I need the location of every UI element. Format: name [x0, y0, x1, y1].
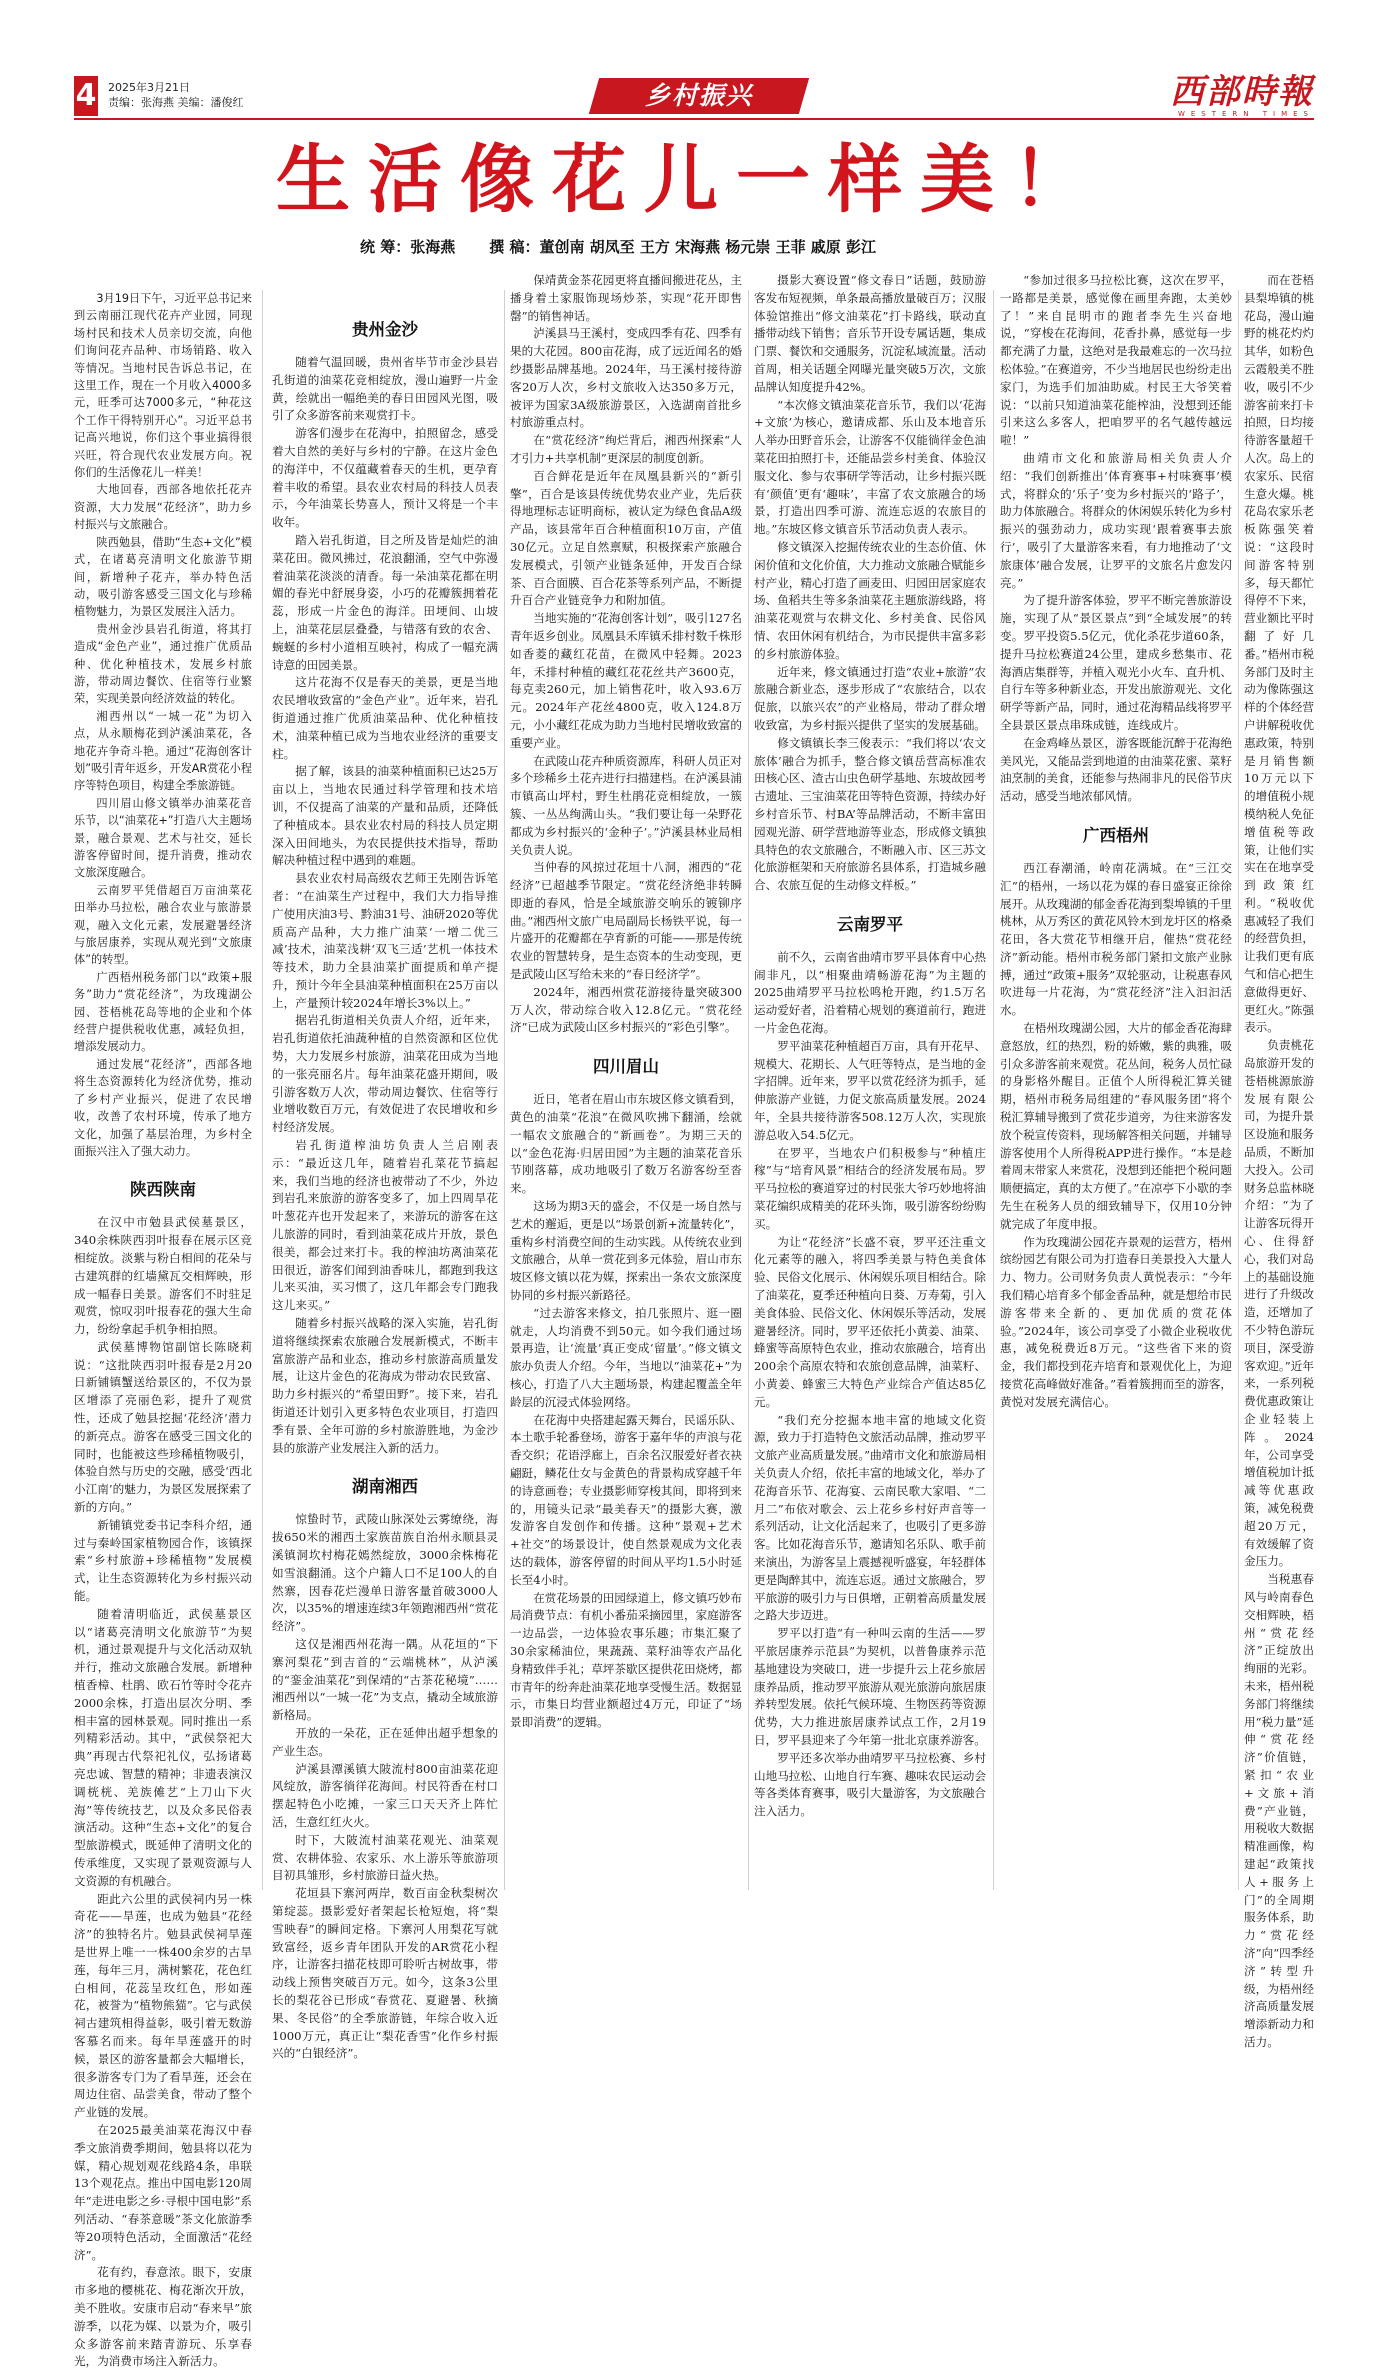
column-divider	[262, 290, 263, 1890]
article-paragraph: 游客们漫步在花海中，拍照留念，感受着大自然的美好与乡村的宁静。在这片金色的海洋中，不仅蕴藏着春天的生机，更孕育着丰收的希望。县农业农村局的科技人员表示，今年油菜长势喜人，预计又将是一个丰收年。	[272, 426, 498, 530]
byline	[360, 236, 1260, 258]
article-paragraph: “本次修文镇油菜花音乐节，我们以‘花海+文旅’为核心，邀请成都、乐山及本地音乐人举办田野音乐会，让游客不仅能徜徉金色油菜花田拍照打卡，还能品尝乡村美食、体验汉服文化、参与农事研学等活动，让乡村振兴既有‘颜值’更有‘趣味’，丰富了农文旅融合的场景，打造出四季可游、流连忘返的农旅目的地。”东坡区修文镇音乐节活动负责人表示。	[754, 397, 986, 537]
column-6	[1244, 272, 1314, 2049]
article-paragraph: 在赏花场景的田园绿道上，修文镇巧妙布局消费节点：有机小番茄采摘园里，家庭游客一边品尝，一边体验农事乐趣；市集汇聚了30余家稀油位，果蔬蔬、菜籽油等农产品化身精致伴手礼；草坪茶歇区提供花田烧烤，都市青年的纷奔赴油菜花地享受慢生活。数据显示，市集日均营业额超过4万元，印证了“场景即消费”的逻辑。	[510, 1590, 742, 1730]
article-paragraph: 泸溪县马王溪村，变成四季有花、四季有果的大花园。800亩花海，成了远近闻名的婚纱摄影品牌基地。2024年，马王溪村接待游客20万人次，乡村文旅收入达350多万元，被评为国家3A级旅游景区，入选湖南首批乡村旅游重点村。	[510, 326, 742, 430]
section-heading-guangxi: 广西梧州	[1083, 825, 1149, 845]
article-paragraph: 这片花海不仅是春天的美景，更是当地农民增收致富的“金色产业”。近年来，岩孔街道通过推广优质油菜品种、优化种植技术，油菜种植已成为当地农业经济的重要支柱。	[272, 675, 498, 761]
article-paragraph: 为让“花经济”长盛不衰，罗平还注重文化元素等的融入，将四季美景与特色美食体验、民俗文化展示、休闲娱乐项目相结合。除了油菜花，夏季还种植向日葵、万寿菊，引入美食体验、民俗文化、休闲娱乐等活动，发展避暑经济。同时，罗平还依托小黄姜、油菜、蜂蜜等高原特色农业，推动农旅融合，培育出200余个高原农特和农旅创意品牌，油菜籽、小黄姜、蜂蜜三大特色产业综合产值达85亿元。	[754, 1234, 986, 1409]
issue-meta	[108, 80, 244, 110]
article-paragraph: 当地实施的“花海创客计划”，吸引127名青年返乡创业。凤凰县禾库镇禾排村数千株形如香菱的藏红花苗，在微风中轻舞。2023年，禾排村种植的藏红花花丝共产3600克，每克卖260元，加上销售花叶，收入93.6万元。2024年产花丝4800克，收入124.8万元，小小藏红花成为助力当地村民增收致富的重要产业。	[510, 611, 742, 750]
article-paragraph: 罗平还多次举办曲靖罗平马拉松赛、乡村山地马拉松、山地自行车赛、趣味农民运动会等各类体育赛事，吸引大量游客，为文旅融合注入活力。	[754, 1750, 986, 1819]
column-2	[272, 300, 498, 2061]
article-paragraph: 在“赏花经济”绚烂背后，湘西州探索“人才引力+共享机制”更深层的制度创新。	[510, 433, 742, 465]
lead-summary	[74, 290, 252, 1160]
article-paragraph: 保靖黄金茶花园更将直播间搬进花丛，主播身着土家服饰现场炒茶，实现“花开即售罄”的销售神话。	[510, 273, 742, 323]
article-paragraph: 在武陵山花卉种质资源库，科研人员正对多个珍稀乡土花卉进行扫描建档。在泸溪县浦市镇高山坪村，野生杜鹃花竞相绽放，一簇簇、一丛丛绚满山头。“我们要让每一朵野花都成为乡村振兴的‘金种子’。”泸溪县林业局相关负责人说。	[510, 753, 742, 857]
column-divider	[504, 290, 505, 1890]
editor-credits: 责编：张海燕 美编：潘俊红	[108, 96, 244, 109]
article-paragraph: 近日，笔者在眉山市东坡区修文镇看到，黄色的油菜“花浪”在微风吹拂下翻涌，绘就一幅农文旅融合的“新画卷”。为期三天的以“金色花海·归居田园”为主题的油菜花音乐节刚落幕，成功地吸引了数万名游客纷至沓来。	[510, 1092, 742, 1196]
section-heading-shaanxi: 陕西陕南	[130, 1180, 196, 1200]
article-paragraph: 武侯墓博物馆副馆长陈晓莉说：“这批陕西羽叶报春是2月20日新铺镇蟹送给景区的，不仅为景区增添了亮丽色彩，提升了观赏性，还成了勉县挖掘‘花经济’潜力的新亮点。游客在感受三国文化的同时，也能被这些珍稀植物吸引，体验自然与历史的交融，感受‘西北小江南’的魅力，为景区发展探索了新的方向。”	[74, 1339, 252, 1515]
lead-paragraph: 四川眉山修文镇举办油菜花音乐节，以“油菜花+”打造八大主题场景，融合景观、艺术与社交，延长游客停留时间，提升消费，推动农文旅深度融合。	[74, 796, 252, 880]
article-paragraph: 县农业农村局高级农艺师王先刚告诉笔者：“在油菜生产过程中，我们大力指导推广使用庆油3号、黔油31号、油研2020等优质高产品种，大力推广油菜‘一增二优三减’技术，油菜浅耕‘双飞三适’艺机一体技术等技术，助力全县油菜扩面提质和单产提升，预计今年全县油菜种植面积在25万亩以上，产量预计较2024年增长3%以上。”	[272, 871, 498, 1010]
lead-paragraph: 云南罗平凭借超百万亩油菜花田举办马拉松，融合农业与旅游景观，融入文化元素，发展避暑经济与旅居康养，实现从观光到“文旅康体”的转型。	[74, 883, 252, 967]
column-4	[754, 272, 986, 1892]
column-divider	[993, 290, 994, 1890]
article-paragraph: 踏入岩孔街道，目之所及皆是灿烂的油菜花田。微风拂过，花浪翻涌，空气中弥漫着油菜花淡淡的清香。每一朵油菜花都在明媚的春光中舒展身姿，小巧的花瓣簇拥着花蕊，形成一片金色的海洋。田埂间、山坡上，油菜花层层叠叠，与错落有致的农舍、蜿蜒的乡村小道相互映衬，构成了一幅充满诗意的田园美景。	[272, 532, 498, 672]
article-paragraph: 而在苍梧县梨埠镇的桃花岛，漫山遍野的桃花灼灼其华，如粉色云霞般美不胜收，吸引不少游客前来打卡拍照，日均接待游客量超千人次。岛上的农家乐、民宿生意火爆。桃花岛农家乐老板陈强笑着说：“这段时间游客特别多，每天都忙得停不下来，营业额比平时翻了好几番。”梧州市税务部门及时主动为像陈强这样的个体经营户讲解税收优惠政策，特别是月销售额10万元以下的增值税小规模纳税人免征增值税等政策，让他们实实在在地享受到政策红利。“税收优惠减轻了我们的经营负担，让我们更有底气和信心把生意做得更好、更红火。”陈强表示。	[1244, 273, 1314, 1035]
article-paragraph: 作为玫瑰湖公园花卉景观的运营方，梧州缤纷园艺有限公司为打造春日美景投入大量人力、物力。公司财务负责人黄悦表示：“今年我们精心培育多个郁金香品种，就是想给市民游客带来全新的、更加优质的赏花体验。”2024年，该公司享受了小微企业税收优惠，减免税费近8万元。“这些省下来的资金，我们都投到花卉培育和景观优化上，为迎接赏花高峰做好准备。”看着簇拥而至的游客，黄悦对发展充满信心。	[1000, 1234, 1233, 1409]
brand-name: 西部時報	[1170, 72, 1314, 112]
lead-paragraph: 湘西州以“一城一花”为切入点，从永顺梅花到泸溪油菜花，各地花卉争奇斗艳。通过“花海创客计划”吸引青年返乡，开发AR赏花小程序等特色项目，构建全季旅游链。	[74, 709, 252, 793]
article-paragraph: 当税惠春风与岭南春色交相辉映，梧州“赏花经济”正绽放出绚丽的光彩。未来，梧州税务部门将继续用“税力量”延伸“赏花经济”价值链，紧扣“农业+文旅+消费”产业链，用税收大数据精准画像，构建起“政策找人+服务上门”的全周期服务体系，助力“赏花经济”向“四季经济”转型升级，为梧州经济高质量发展增添新动力和活力。	[1244, 1572, 1314, 2049]
article-paragraph: 在花海中央搭建起露天舞台，民谣乐队、本土歌手轮番登场，游客于嘉年华的声浪与花香交织；花语浮廊上，百余名汉服爱好者衣袂翩跹，鳞花仕女与金黄色的背景构成穿越千年的诗意画卷；专业摄影师穿梭其间，即将到来的，用镜头记录“最美春天”的摄影大赛，激发游客自发创作和传播。这种“景观+艺术+社交”的场景设计，使自然景观成为文化表达的载体，游客停留的时间从平均1.5小时延长至4小时。	[510, 1412, 742, 1587]
article-paragraph: 为了提升游客体验，罗平不断完善旅游设施，实现了从“景区景点”到“全域发展”的转变。罗平投资5.5亿元，优化杀花步道60条，提升马拉松赛道24公里，建成乡愁集市、花海酒店集群等，并植入观光小火车、直升机、自行车等多种新业态，开发出旅游观光、文化研学等新产品，同时，通过花海精品线将罗平全县景区景点串珠成链，连线成片。	[1000, 593, 1232, 732]
article-paragraph: 据了解，该县的油菜种植面积已达25万亩以上，当地农民通过科学管理和技术培训，不仅提高了油菜的产量和品质，还降低了种植成本。县农业农村局的科技人员定期深入田间地头，为农民提供技术指导，帮助解决种植过程中遇到的难题。	[272, 764, 498, 868]
page-header	[74, 72, 1314, 118]
column-3	[510, 272, 742, 1892]
article-paragraph: 花有约，春意浓。眼下，安康市多地的樱桃花、梅花渐次开放，美不胜收。安康市启动“春来早”旅游季，以花为媒、以景为介，吸引众多游客前来踏青游玩、乐享春光，为消费市场注入新活力。	[74, 2265, 252, 2369]
article-paragraph: 罗平以打造“有一种叫云南的生活——罗平旅居康养示范县”为契机，以普鲁康养示范基地建设为突破口，进一步提升云上花乡旅居康养品质，推动罗平旅游从观光旅游向旅居康养转型发展。依托气候环境、生物医药等资源优势，大力推进旅居康养试点工作，2月19日，罗平县迎来了今年第一批北京康养游客。	[754, 1626, 986, 1747]
article-paragraph: 时下，大陂流村油菜花观光、油菜观赏、农耕体验、农家乐、水上游乐等旅游项目初具雏形，乡村旅游日益火热。	[272, 1832, 498, 1883]
article-paragraph: 在梧州玫瑰湖公园，大片的郁金香花海肆意怒放，红的热烈，粉的娇嫩，紫的典雅，吸引众多游客前来观赏。花丛间，税务人员忙碌的身影格外醒目。正值个人所得税汇算关键期，梧州市税务局组建的“春风服务团”将个税汇算辅导搬到了赏花步道旁，为往来游客发放个税宣传资料，现场解答相关问题，并辅导游客使用个人所得税APP进行操作。“本是趁着周末带家人来赏花，没想到还能把个税问题顺便搞定，真的太方便了。”在凉亭下小歇的李先生在税务人员的细致辅导下，仅用10分钟就完成了年度申报。	[1000, 1021, 1233, 1231]
article-paragraph: “参加过很多马拉松比赛，这次在罗平，一路都是美景，感觉像在画里奔跑，太美妙了！”来自昆明市的跑者李先生兴奋地说，“穿梭在花海间，花香扑鼻，感觉每一步都充满了力量，这绝对是我最难忘的一次马拉松体验。”在赛道旁，不少当地居民也纷纷走出家门，为选手们加油助威。村民王大爷笑着说：“以前只知道油菜花能榨油，没想到还能引来这么多客人，把咱罗平的名气越传越远啦！”	[1000, 273, 1233, 448]
lead-paragraph: 贵州金沙县岩孔街道，将其打造成“金色产业”，通过推广优质品种、优化种植技术，发展乡村旅游，带动周边餐饮、住宿等行业繁荣，实现美景向经济效益的转化。	[74, 622, 252, 706]
article-paragraph: 在汉中市勉县武侯墓景区，340余株陕西羽叶报春在展示区竞相绽放。淡紫与粉白相间的花朵与古建筑群的红墙黛瓦交相辉映，形成一幅春日美景。游客们不时驻足观赏，惊叹羽叶报春花的强大生命力，纷纷拿起手机争相拍照。	[74, 1215, 252, 1337]
article-paragraph: 在2025最美油菜花海汉中春季文旅消费季期间，勉县将以花为媒，精心规划观花线路4条，串联13个观花点。推出中国电影120周年“走进电影之乡·寻根中国电影”系列活动、“春茶意暖”茶文化旅游季等20项特色活动，全面激活“花经济”。	[74, 2122, 252, 2262]
article-paragraph: 在金鸡峰丛景区，游客既能沉醉于花海绝美风光，又能品尝到地道的由油菜花蜜、菜籽油烹制的美食，还能参与热闹非凡的民俗节庆活动，感受当地浓郁风情。	[1000, 735, 1232, 804]
planner-credit: 统 筹：张海燕	[360, 238, 456, 256]
article-paragraph: 百合鲜花是近年在凤凰县新兴的“新引擎”，百合是该县传统优势农业产业，先后获得地理标志证明商标，被认定为绿色食品A级产品，该县常年百合种植面积10万亩，产值30亿元。立足自然禀赋，积极探索产旅融合发展模式，引领产业链条延伸，开发百合绿茶、百合面膜、百合花茶等系列产品，不断提升百合产业链竞争力和附加值。	[510, 468, 742, 608]
article-paragraph: 摄影大赛设置“修文春日”话题，鼓励游客发布短视频，单条最高播放量破百万；汉服体验馆推出“修文油菜花”打卡路线，联动直播带动线下销售；音乐节开设专属话题，集成门票、餐饮和交通服务，沉淀私域流量。活动首周，相关话题全网曝光量突破5万次，文旅品牌认知度提升42%。	[754, 273, 986, 394]
lead-paragraph: 通过发展“花经济”，西部各地将生态资源转化为经济优势，推动了乡村产业振兴，促进了农民增收，改善了农村环境，传承了地方文化，加强了基层治理，为乡村全面振兴注入了强大动力。	[74, 1057, 252, 1158]
article-paragraph: 前不久，云南省曲靖市罗平县体育中心热闹非凡，以“相聚曲靖畅游花海”为主题的2025曲靖罗平马拉松鸣枪开跑，约1.5万名运动爱好者，沿着精心规划的赛道前行，跑进一片金色花海。	[754, 949, 986, 1036]
article-paragraph: 据岩孔街道相关负责人介绍，近年来，岩孔街道依托油蔬种植的自然资源和区位优势，大力发展乡村旅游，油菜花田成为当地的一张亮丽名片。每年油菜花盛开期间，吸引游客数万人次，带动周边餐饮、住宿等行业增收数百万元，有效促进了农民增收和乡村经济发展。	[272, 1013, 498, 1135]
article-paragraph: 近年来，修文镇通过打造“农业+旅游”农旅融合新业态，逐步形成了“农旅结合，以农促旅，以旅兴农”的产业格局，带动了群众增收致富，为乡村振兴提供了坚实的发展基础。	[754, 664, 986, 732]
article-paragraph: 这场为期3天的盛会，不仅是一场自然与艺术的邂逅，更是以“场景创新+流量转化”，重构乡村消费空间的生动实践。从传统农业到文旅融合，从单一赏花到多元体验，眉山市东坡区修文镇以花为媒，探索出一条农文旅深度协同的乡村振兴新路径。	[510, 1199, 742, 1303]
page-number: 4	[74, 76, 98, 116]
article-paragraph: 这仅是湘西州花海一隅。从花垣的“下寨河梨花”到吉首的“云端桃林”，从泸溪的“銮金油菜花”到保靖的“古茶花秘境”……湘西州以“一城一花”为支点，撬动全域旅游新格局。	[272, 1636, 498, 1723]
article-paragraph: 罗平油菜花种植超百万亩，具有开花早、规模大、花期长、人气旺等特点，是当地的金字招牌。近年来，罗平以赏花经济为抓手，延伸旅游产业链，力促文旅高质量发展。2024年，全县共接待游客508.12万人次，实现旅游总收入54.5亿元。	[754, 1038, 986, 1142]
issue-date: 2025年3月21日	[108, 81, 190, 94]
article-paragraph: 西江春潮涌，岭南花满城。在“三江交汇”的梧州，一场以花为媒的春日盛宴正徐徐展开。从玫瑰湖的郁金香花海到梨埠镇的千里桃林，从万秀区的黄花风铃木到龙圩区的格桑花田，各大赏花节相继开启，催热“赏花经济”新动能。梧州市税务部门紧扣文旅产业脉搏，通过“政策+服务”双轮驱动，让税惠春风吹进每一片花海，为“赏花经济”注入汩汩活水。	[1000, 860, 1232, 1018]
section-heading-sichuan: 四川眉山	[593, 1057, 659, 1077]
section-label: 乡村振兴	[644, 81, 753, 110]
lead-paragraph: 3月19日下午，习近平总书记来到云南丽江现代花卉产业园，同现场村民和技术人员亲切交流，向他们询问花卉品种、市场销路、收入等情况。当地村民告诉总书记，在这里工作，現在一个月收入4000多元，旺季可达7000多元，“种花这个工作干得特别开心”。习近平总书记高兴地说，你们这个事业搞得很兴旺，符合现代农业发展方向。祝你们的生活像花儿一样美！	[74, 292, 252, 480]
article-paragraph: 随着气温回暖，贵州省毕节市金沙县岩孔街道的油菜花竞相绽放，漫山遍野一片金黄，绘就出一幅绝美的春日田园风光图，吸引了众多游客前来观赏打卡。	[272, 355, 498, 423]
lead-paragraph: 广西梧州税务部门以“政策+服务”助力“赏花经济”，为玫瑰湖公园、苍梧桃花岛等地的企业和个体经营户提供税收优惠，减轻负担，增添发展动力。	[74, 970, 252, 1054]
writer-credit: 撰 稿：董创南 胡凤至 王方 宋海燕 杨元崇 王菲 戚原 彭江	[489, 238, 877, 256]
article-paragraph: 花垣县下寨河两岸，数百亩金秋梨树次第绽蕊。摄影爱好者架起长枪短炮，将“梨雪映春”的瞬间定格。下寨河人用梨花写就致富经，返乡青年团队开发的AR赏花小程序，让游客扫描花枝即可聆听古树故事，带动线上预售突破百万元。如今，这条3公里长的梨花谷已形成“春赏花、夏避暑、秋摘果、冬民俗”的全季旅游链，年综合收入近1000万元，真正让“梨花香雪”化作乡村振兴的“白银经济”。	[272, 1886, 498, 2061]
article-paragraph: “过去游客来修文，拍几张照片、逛一圈就走，人均消费不到50元。如今我们通过场景再造，让‘流量’真正变成‘留量’。”修文镇文旅办负责人介绍。今年，当地以“油菜花+”为核心，打造了八大主题场景，构建起覆盖全年龄层的沉浸式体验网络。	[510, 1305, 742, 1409]
lead-paragraph: 大地回春，西部各地依托花卉资源，大力发展“花经济”，助力乡村振兴与文旅融合。	[74, 483, 252, 532]
article-paragraph: 岩孔街道榨油坊负责人兰启刚表示：“最近这几年，随着岩孔菜花节搞起来，我们当地的经济也被带动了不少，外边到岩孔来旅游的游客变多了，加上四周旱花叶葱花卉也开发起来了，来游玩的游客在这儿旅游的同时，看到油菜花成片开放，景色很美，都会过来打卡。我的榨油坊离油菜花田很近，游客们闻到油香味儿，都跑到我这儿来买油，买习惯了，这几年都会专门跑我这儿来买。”	[272, 1138, 498, 1313]
article-paragraph: 随着清明临近，武侯墓景区以“诸葛亮清明文化旅游节”为契机，通过景观提升与文化活动双轨并行，推动文旅融合发展。新增种植香樟、杜鹃、欧石竹等时令花卉2000余株，打造出层次分明、季相丰富的园林景观。同时推出一系列精彩活动。其中，“武侯祭祀大典”再现古代祭祀礼仪，弘扬诸葛亮忠诚、智慧的精神；非遗表演汉调桄桄、羌族傩艺“上刀山下火海”等传统技艺，以及众多民俗表演活动。这种“生态+文化”的复合型旅游模式，既延伸了清明文化的传承维度，又实现了景观资源与人文资源的有机融合。	[74, 1606, 252, 1888]
column-divider	[1238, 290, 1239, 1890]
article-paragraph: 当仲春的风掠过花垣十八洞，湘西的“花经济”已超越季节限定。“赏花经济绝非转瞬即逝的春风，恰是全域旅游交响乐的镀铆序曲。”湘西州文旅广电局副局长杨铁平说，每一片盛开的花瓣都在孕育新的可能——那是传统农业的智慧转身，是生态资本的生动变现，更是武陵山区写给未来的“春日经济学”。	[510, 860, 743, 982]
section-heading-guizhou: 贵州金沙	[352, 320, 418, 339]
article-paragraph: 2024年，湘西州赏花游接待量突破300万人次，带动综合收入12.8亿元。“赏花经济”已成为武陵山区乡村振兴的“彩色引擎”。	[510, 984, 742, 1035]
article-paragraph: 惊蛰时节，武陵山脉深处云雾缭绕，海拔650米的湘西土家族苗族自治州永顺县灵溪镇洞坎村梅花嫣然绽放，3000余株梅花如雪浪翻涌。这个户籍人口不足100人的自然寨，因春花烂漫单日游客量首破3000人次，以35%的增速连续3年领跑湘西州“赏花经济”。	[272, 1512, 498, 1634]
article-paragraph: 修文镇镇长李三俊表示：“我们将以‘农文旅体’融合为抓手，整合修文镇岳营高标准农田核心区、渣古山虫色研学基地、东坡故园考古遗址、三宝油菜花田等特色资源，持续办好乡村音乐节、村BA’等品牌活动，不断丰富田园观光游、研学营地游等业态，形成修文镇独具特色的农文旅融合，不断融入市、区三苏文化旅游框架和天府旅游名县体系，打造城乡融合、农旅互促的生动修文样板。”	[754, 735, 986, 893]
article-paragraph: 泸溪县潭溪镇大陂流村800亩油菜花迎风绽放，游客徜徉花海间。村民符香在村口摆起特色小吃摊，一家三口天天齐上阵忙活，生意红红火火。	[272, 1761, 498, 1829]
column-1	[74, 290, 252, 2369]
column-5	[1000, 272, 1232, 1892]
article-paragraph: “我们充分挖掘本地丰富的地域文化资源，致力于打造特色文旅活动品牌，推动罗平文旅产业高质量发展。”曲靖市文化和旅游局相关负责人介绍，依托丰富的地域文化，举办了花海音乐节、花海宴、云南民歌大家唱、“二月二”布依对歌会、云上花乡乡村好声音等一系列活动，让文化活起来了，也吸引了更多游客。比如花海音乐节，邀请知名乐队、歌手前来演出，为游客呈上震撼视听盛宴，年轻群体更是陶醉其中，流连忘返。通过文旅融合，罗平旅游的吸引力与日俱增，正朝着高质量发展之路大步迈进。	[754, 1412, 987, 1623]
column-divider	[748, 290, 749, 1890]
article-paragraph: 修文镇深入挖掘传统农业的生态价值、休闲价值和文化价值，大力推动文旅融合赋能乡村产业，精心打造了画麦田、归园田居家庭农场、鱼稻共生等多条油菜花主题旅游线路，将油菜花观赏与农耕文化、乡村美食、民俗风情、农田休闲有机结合，为市民提供丰富多彩的乡村旅游体验。	[754, 539, 986, 661]
header-rule	[74, 118, 1314, 120]
article-paragraph: 在罗平，当地农户们积极参与“种植庄稼”与“培育风景”相结合的经济发展布局。罗平马拉松的赛道穿过的村民张大爷巧妙地将油菜花编织成精美的花环头饰，吸引游客纷纷购买。	[754, 1145, 986, 1231]
section-heading-yunnan: 云南罗平	[837, 914, 903, 934]
article-paragraph: 距此六公里的武侯祠内另一株奇花——旱莲，也成为勉县“花经济”的独特名片。勉县武侯祠旱莲是世界上唯一一株400余岁的古旱莲，每年三月，满树繁花，花色红白相间，花蕊呈玫红色，形如莲花，被誉为“植物熊猫”。它与武侯祠古建筑相得益彰，吸引着无数游客慕名而来。每年旱莲盛开的时候，景区的游客量都会大幅增长，很多游客专门为了看旱莲，还会在周边住宿、品尝美食，带动了整个产业链的发展。	[74, 1891, 252, 2120]
brand-english: WESTERN TIMES	[1177, 110, 1314, 118]
headline: 生活像花儿一样美！	[276, 137, 1104, 223]
article-paragraph: 负责桃花岛旅游开发的苍梧桃源旅游发展有限公司，为提升景区设施和服务品质，不断加大投入。公司财务总监林晓介绍：“为了让游客玩得开心、住得舒心，我们对岛上的基础设施进行了升级改造，还增加了不少特色游玩项目，深受游客欢迎。”近年来，一系列税费优惠政策让企业轻装上阵。2024年，公司享受增值税加计抵减等优惠政策，减免税费超20万元，有效缓解了资金压力。	[1244, 1038, 1314, 1569]
article-paragraph: 随着乡村振兴战略的深入实施，岩孔街道将继续探索农旅融合发展新模式，不断丰富旅游产品和业态，推动乡村旅游高质量发展，让这片金色的花海成为带动农民致富、助力乡村振兴的“希望田野”。接下来，岩孔街道还计划引入更多特色农业项目，打造四季有景、全年可游的乡村旅游胜地，为金沙县的旅游产业发展注入新的活力。	[272, 1316, 498, 1455]
lead-paragraph: 陕西勉县，借助“生态+文化”模式，在诸葛亮清明文化旅游节期间，新增种子花卉，举办特色活动，吸引游客感受三国文化与珍稀植物魅力，为景区发展注入活力。	[74, 535, 252, 619]
section-heading-hunan: 湖南湘西	[352, 1477, 418, 1497]
newspaper-logo	[1170, 74, 1314, 118]
article-paragraph: 开放的一朵花，正在延伸出超乎想象的产业生态。	[272, 1725, 498, 1758]
article-paragraph: 曲靖市文化和旅游局相关负责人介绍：“我们创新推出‘体育赛事+村味赛事’模式，将群众的‘乐子’变为乡村振兴的‘路子’，助力体旅融合。将群众的休闲娱乐转化为乡村振兴的强劲动力，成功实现‘跟着赛事去旅行’，吸引了大量游客来看，有力地推动了‘文旅康体’融合发展，让罗平的文旅名片愈发闪亮。”	[1000, 450, 1232, 590]
article-paragraph: 新铺镇党委书记李科介绍，通过与秦岭国家植物园合作，该镇探索“乡村旅游+珍稀植物”发展模式，让生态资源转化为乡村振兴动能。	[74, 1517, 252, 1604]
section-tag	[589, 78, 809, 114]
